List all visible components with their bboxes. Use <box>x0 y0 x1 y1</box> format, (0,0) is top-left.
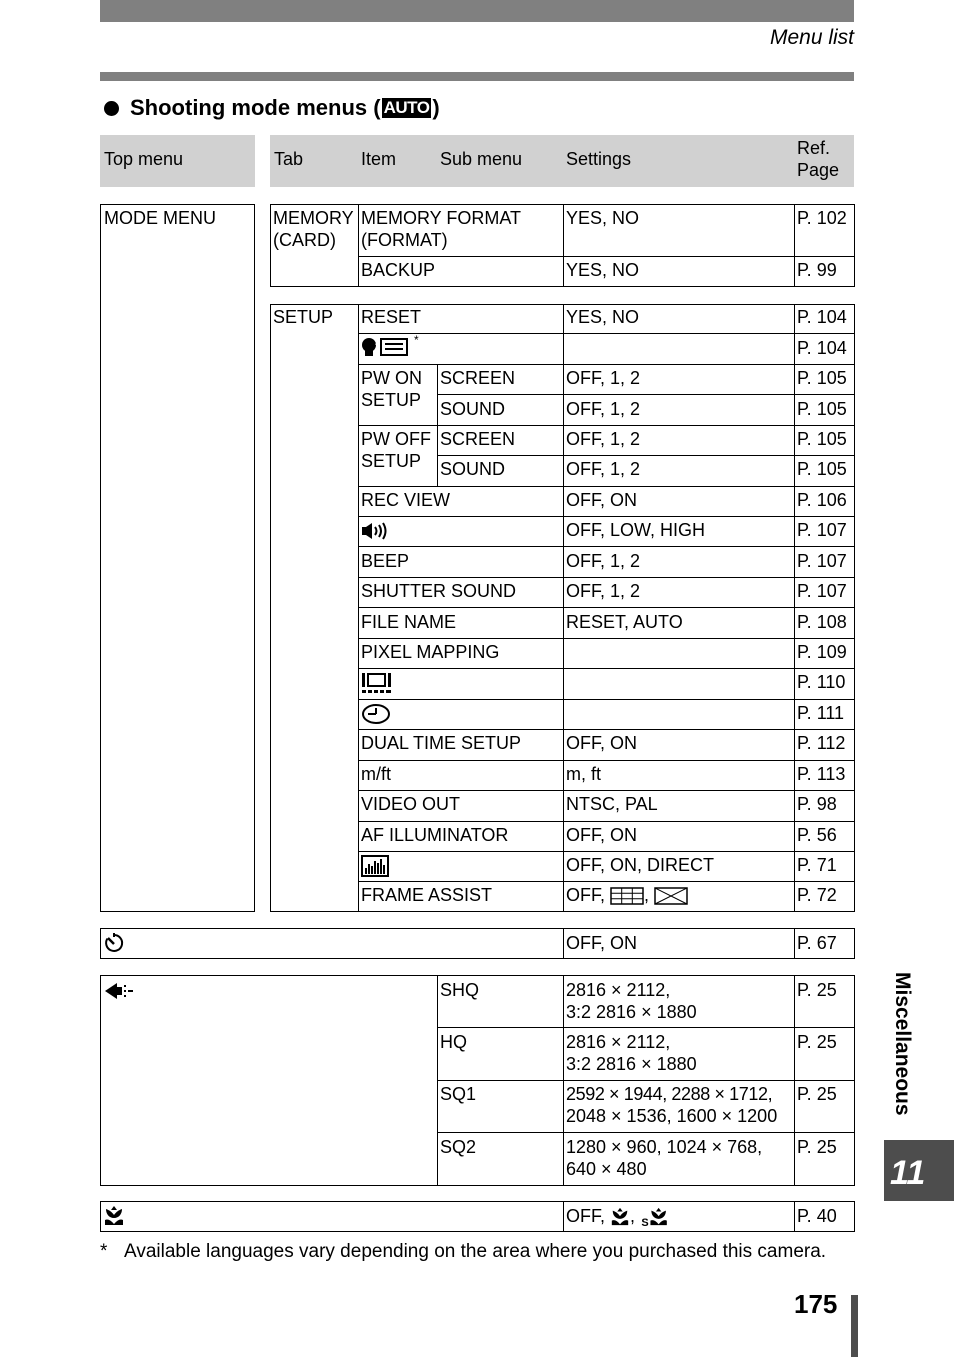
running-title: Menu list <box>769 26 854 49</box>
macro-page: P. 40 <box>797 1206 837 1226</box>
mode-menu-cell <box>100 204 255 912</box>
column-header-settings: Settings <box>566 149 632 169</box>
frame-assist-settings <box>566 884 688 906</box>
page-number-bar <box>851 1295 858 1357</box>
memory-format-item-line1: MEMORY FORMAT <box>361 208 522 228</box>
monitor-brightness-page: P. 110 <box>797 672 846 692</box>
backup-item: BACKUP <box>361 260 436 280</box>
memory-format-settings: YES, NO <box>566 208 640 228</box>
units-item: m/ft <box>361 764 391 784</box>
page-number: 175 <box>794 1289 838 1319</box>
frame-assist-settings-prefix: OFF, <box>566 885 610 905</box>
reset-item: RESET <box>361 307 422 327</box>
footnote-marker: * <box>100 1241 108 1262</box>
hq-mode: HQ <box>440 1032 467 1052</box>
shq-page: P. 25 <box>797 980 837 1000</box>
sq2-settings-line1: 1280 × 960, 1024 × 768, <box>566 1137 763 1157</box>
pw-off-sound-settings: OFF, 1, 2 <box>566 459 641 479</box>
af-illuminator-page: P. 56 <box>797 825 837 845</box>
rec-view-item: REC VIEW <box>361 490 451 510</box>
bullet-icon <box>104 101 119 116</box>
language-page: P. 104 <box>797 338 847 358</box>
shutter-sound-item: SHUTTER SOUND <box>361 581 517 601</box>
pw-off-setup-line1: PW OFF <box>361 429 431 449</box>
self-timer-row <box>100 928 855 959</box>
sq2-mode: SQ2 <box>440 1137 477 1157</box>
hq-settings-line1: 2816 × 2112, <box>566 1032 671 1052</box>
column-header-ref-line2: Page <box>797 160 840 180</box>
column-header-top-menu-cell <box>100 135 255 187</box>
hq-page: P. 25 <box>797 1032 837 1052</box>
diagonal-frame-icon <box>654 887 688 905</box>
macro-settings <box>566 1205 670 1227</box>
af-illuminator-settings: OFF, ON <box>566 825 637 845</box>
pw-on-sound-sub: SOUND <box>440 399 506 419</box>
units-settings: m, ft <box>566 764 601 784</box>
shq-mode: SHQ <box>440 980 480 1000</box>
video-out-page: P. 98 <box>797 794 837 814</box>
language-icon <box>361 335 409 359</box>
backup-settings: YES, NO <box>566 260 640 280</box>
section-divider-bar <box>100 72 854 81</box>
pixel-mapping-item: PIXEL MAPPING <box>361 642 500 662</box>
shq-settings-line1: 2816 × 2112, <box>566 980 671 1000</box>
dual-time-item: DUAL TIME SETUP <box>361 733 522 753</box>
chapter-side-label-text: Miscellaneous <box>891 972 914 1116</box>
macro-item <box>103 1204 125 1227</box>
frame-assist-page: P. 72 <box>797 885 837 905</box>
column-header-row <box>270 135 854 187</box>
footnote-text: Available languages vary depending on the area where you purchased this camera. <box>124 1241 827 1262</box>
monitor-brightness-icon <box>361 671 393 695</box>
clock-icon <box>361 703 391 725</box>
pw-off-screen-settings: OFF, 1, 2 <box>566 429 641 449</box>
pw-off-screen-page: P. 105 <box>797 429 847 449</box>
file-name-page: P. 108 <box>797 612 847 632</box>
pw-off-screen-sub: SCREEN <box>440 429 516 449</box>
section-title-prefix: Shooting mode menus ( <box>130 95 381 120</box>
language-footnote-marker: * <box>414 333 419 347</box>
footnote <box>100 1241 826 1263</box>
svg-text:S: S <box>641 1217 649 1228</box>
hq-settings-line2: 3:2 2816 × 1880 <box>566 1054 697 1074</box>
memory-tab-label-line1: MEMORY <box>273 208 354 228</box>
language-item <box>361 335 419 359</box>
section-title-suffix: ) <box>432 95 440 120</box>
grid-icon <box>610 887 644 905</box>
date-time-page: P. 111 <box>797 703 845 723</box>
column-header-sub-menu: Sub menu <box>440 149 523 169</box>
memory-format-page: P. 102 <box>797 208 847 228</box>
volume-page: P. 107 <box>797 520 847 540</box>
pw-on-screen-settings: OFF, 1, 2 <box>566 368 641 388</box>
macro-icon <box>610 1207 630 1227</box>
pw-on-sound-settings: OFF, 1, 2 <box>566 399 641 419</box>
pixel-mapping-page: P. 109 <box>797 642 847 662</box>
sq2-page: P. 25 <box>797 1137 837 1157</box>
histogram-item <box>361 854 389 877</box>
pw-off-sound-sub: SOUND <box>440 459 506 479</box>
chapter-number: 11 <box>890 1154 926 1192</box>
pw-on-screen-sub: SCREEN <box>440 368 516 388</box>
file-name-item: FILE NAME <box>361 612 457 632</box>
top-bar <box>100 0 854 22</box>
sq2-settings-line2: 640 × 480 <box>566 1159 647 1179</box>
beep-item: BEEP <box>361 551 410 571</box>
file-name-settings: RESET, AUTO <box>566 612 683 632</box>
column-header-ref-line1: Ref. <box>797 138 831 158</box>
frame-assist-item: FRAME ASSIST <box>361 885 493 905</box>
reset-settings: YES, NO <box>566 307 640 327</box>
setup-tab-label: SETUP <box>273 307 334 327</box>
shutter-sound-settings: OFF, 1, 2 <box>566 581 641 601</box>
chapter-side-label <box>884 972 920 1132</box>
speaker-volume-icon <box>361 520 389 542</box>
image-quality-item <box>103 979 135 1002</box>
af-illuminator-item: AF ILLUMINATOR <box>361 825 509 845</box>
memory-tab-label-line2: (CARD) <box>273 230 336 250</box>
volume-item <box>361 519 389 542</box>
beep-settings: OFF, 1, 2 <box>566 551 641 571</box>
pw-off-sound-page: P. 105 <box>797 459 847 479</box>
backup-page: P. 99 <box>797 260 837 280</box>
mode-menu-label: MODE MENU <box>104 208 216 228</box>
column-header-item: Item <box>361 149 397 169</box>
date-time-item <box>361 702 391 725</box>
histogram-icon <box>361 855 389 877</box>
self-timer-icon <box>103 932 125 954</box>
self-timer-page: P. 67 <box>797 933 837 953</box>
beep-page: P. 107 <box>797 551 847 571</box>
video-out-settings: NTSC, PAL <box>566 794 658 814</box>
sq1-settings-line2: 2048 × 1536, 1600 × 1200 <box>566 1106 778 1126</box>
monitor-brightness-item <box>361 671 393 695</box>
reset-page: P. 104 <box>797 307 847 327</box>
units-page: P. 113 <box>797 764 846 784</box>
histogram-page: P. 71 <box>797 855 837 875</box>
macro-row <box>100 1201 855 1232</box>
pw-on-screen-page: P. 105 <box>797 368 847 388</box>
macro-settings-separator: , <box>630 1206 641 1226</box>
dual-time-page: P. 112 <box>797 733 846 753</box>
rec-view-settings: OFF, ON <box>566 490 637 510</box>
auto-mode-badge: AUTO <box>383 98 430 117</box>
self-timer-settings: OFF, ON <box>566 933 637 953</box>
super-macro-icon <box>640 1207 670 1227</box>
pw-on-sound-page: P. 105 <box>797 399 847 419</box>
histogram-settings: OFF, ON, DIRECT <box>566 855 714 875</box>
memory-format-item-line2: (FORMAT) <box>361 230 448 250</box>
sq1-page: P. 25 <box>797 1084 837 1104</box>
macro-icon <box>103 1205 125 1227</box>
shq-settings-line2: 3:2 2816 × 1880 <box>566 1002 697 1022</box>
self-timer-item <box>103 931 125 954</box>
macro-settings-prefix: OFF, <box>566 1206 610 1226</box>
shutter-sound-page: P. 107 <box>797 581 847 601</box>
sq1-settings-line1: 2592 × 1944, 2288 × 1712, <box>566 1084 773 1104</box>
section-heading <box>104 95 440 121</box>
rec-view-page: P. 106 <box>797 490 847 510</box>
volume-settings: OFF, LOW, HIGH <box>566 520 706 540</box>
pw-on-setup-line1: PW ON <box>361 368 422 388</box>
pw-off-setup-line2: SETUP <box>361 451 422 471</box>
sq1-mode: SQ1 <box>440 1084 477 1104</box>
dual-time-settings: OFF, ON <box>566 733 637 753</box>
column-header-top-menu: Top menu <box>104 149 184 169</box>
column-header-tab: Tab <box>274 149 304 169</box>
image-quality-icon <box>103 980 135 1002</box>
chapter-tab <box>884 1140 954 1201</box>
pw-on-setup-line2: SETUP <box>361 390 422 410</box>
frame-assist-settings-separator: , <box>644 885 655 905</box>
video-out-item: VIDEO OUT <box>361 794 461 814</box>
